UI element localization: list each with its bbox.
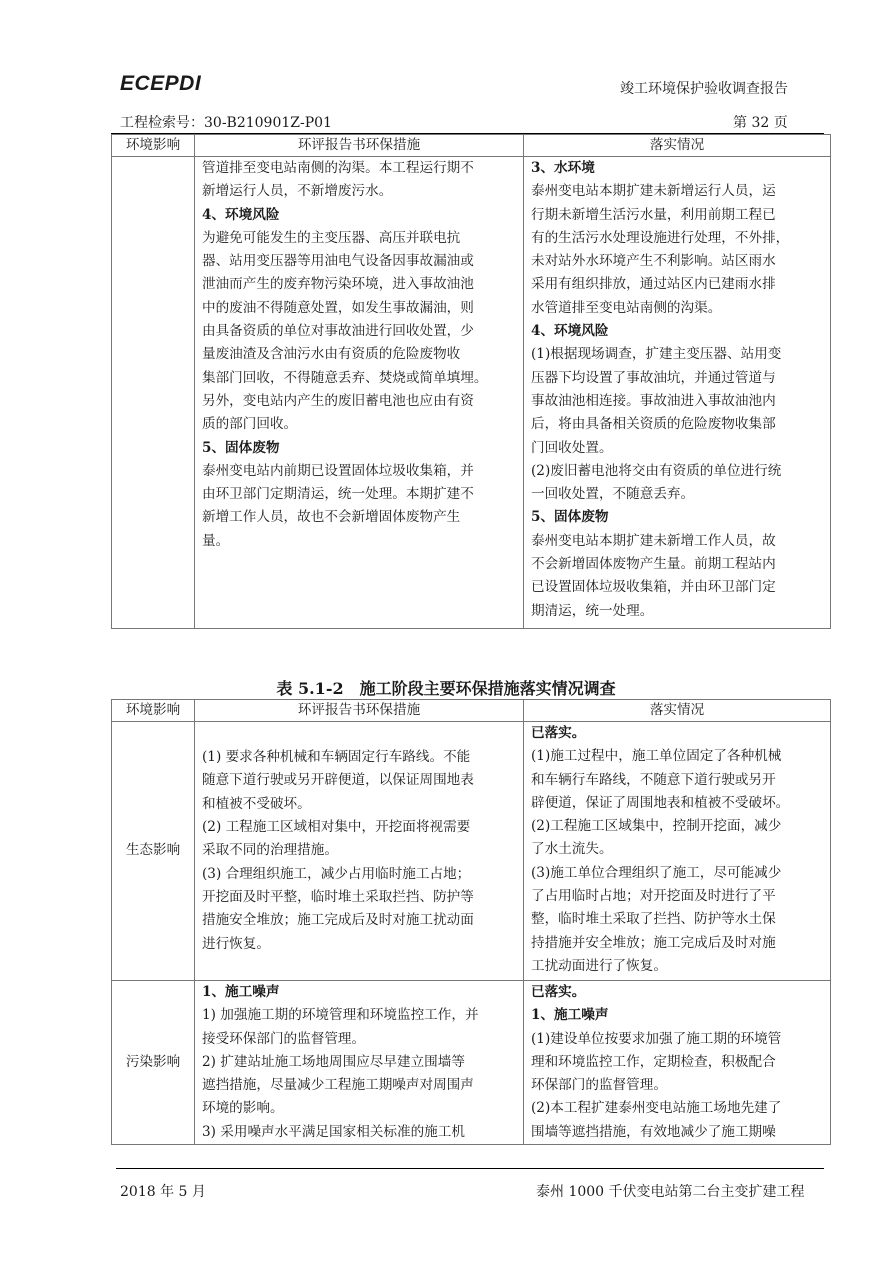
text-line: 和车辆行车路线，不随意下道行驶或另开 [531, 771, 776, 788]
text-line: 措施安全堆放；施工完成后及时对施工扰动面 [202, 912, 474, 929]
text-line: 接受环保部门的监督管理。 [202, 1030, 366, 1047]
document-title: 竣工环境保护验收调查报告 [620, 81, 788, 97]
text-line: 2) 扩建站址施工场地周围应尽早建立围墙等 [202, 1053, 465, 1070]
measures-cell [195, 157, 524, 629]
text-line: 遮挡措施，尽量减少工程施工期噪声对周围声 [202, 1077, 474, 1094]
footer-date: 2018 年 5 月 [120, 1184, 206, 1200]
section-heading: 4、环境风险 [202, 206, 280, 223]
text-line: 环保部门的监督管理。 [531, 1077, 667, 1094]
text-line: 集部门回收，不得随意丢弃、焚烧或简单填埋。 [202, 369, 488, 386]
section-heading: 已落实。 [531, 725, 586, 741]
text-line: 泄油而产生的废弃物污染环境，进入事故油池 [202, 276, 474, 293]
column-header-impact: 环境影响 [112, 700, 195, 722]
section-heading: 4、环境风险 [531, 323, 609, 340]
text-line: 一回收处置，不随意丢弃。 [531, 486, 695, 503]
column-header-status: 落实情况 [524, 135, 831, 157]
text-line: (1)施工过程中，施工单位固定了各种机械 [531, 748, 782, 765]
section-heading: 1、施工噪声 [531, 1007, 609, 1024]
column-header-status: 落实情况 [524, 700, 831, 722]
text-line: 未对站外水环境产生不利影响。站区雨水 [531, 253, 776, 270]
text-line: 了占用临时占地；对开挖面及时进行了平 [531, 888, 776, 905]
status-cell [524, 981, 831, 1145]
text-line: 中的废油不得随意处置，如发生事故漏油，则 [202, 299, 474, 316]
column-header-measures: 环评报告书环保措施 [195, 135, 524, 157]
impact-cell-pollution: 污染影响 [112, 981, 195, 1145]
text-line: 量。 [202, 532, 230, 549]
impact-cell-ecology: 生态影响 [112, 722, 195, 981]
text-line: 质的部门回收。 [202, 416, 298, 433]
text-line: (1) 要求各种机械和车辆固定行车路线。不能 [202, 749, 471, 766]
column-header-impact: 环境影响 [112, 135, 195, 157]
text-line: 另外，变电站内产生的废旧蓄电池也应由有资 [202, 392, 474, 409]
status-cell [524, 157, 831, 629]
text-line: (2)工程施工区域集中，控制开挖面，减少 [531, 818, 782, 835]
text-line: 和植被不受破坏。 [202, 795, 311, 812]
text-line: 由环卫部门定期清运，统一处理。本期扩建不 [202, 486, 474, 503]
text-line: 新增工作人员，故也不会新增固体废物产生 [202, 509, 461, 526]
status-cell [524, 722, 831, 981]
text-line: 不会新增固体废物产生量。前期工程站内 [531, 556, 776, 573]
text-line: 围墙等遮挡措施，有效地减少了施工期噪 [531, 1123, 776, 1140]
measures-cell [195, 722, 524, 981]
text-line: 器、站用变压器等用油电气设备因事故漏油或 [202, 253, 474, 270]
table-row [112, 157, 831, 629]
text-line: (3) 合理组织施工，减少占用临时施工占地； [202, 865, 471, 882]
section-heading: 1、施工噪声 [202, 984, 280, 1000]
section-heading: 5、固体废物 [531, 509, 609, 526]
text-line: 事故油池相连接。事故油进入事故油池内 [531, 392, 776, 409]
text-line: 采用有组织排放，通过站区内已建雨水排 [531, 276, 776, 293]
table-caption: 表 5.1-2 施工阶段主要环保措施落实情况调查 [276, 679, 616, 698]
table-row [112, 981, 831, 1145]
text-line: 门回收处置。 [531, 439, 613, 456]
text-line: 持措施并安全堆放；施工完成后及时对施 [531, 934, 776, 951]
text-line: 管道排至变电站南侧的沟渠。本工程运行期不 [202, 160, 474, 176]
text-line: 采取不同的治理措施。 [202, 842, 338, 859]
text-line: 环境的影响。 [202, 1100, 284, 1117]
text-line: 泰州变电站本期扩建未新增工作人员，故 [531, 532, 776, 549]
text-line: 量废油渣及含油污水由有资质的危险废物收 [202, 346, 461, 363]
text-line: 理和环境监控工作，定期检查，积极配合 [531, 1053, 776, 1070]
text-line: 1) 加强施工期的环境管理和环境监控工作，并 [202, 1007, 479, 1024]
text-line: 已设置固体垃圾收集箱，并由环卫部门定 [531, 579, 776, 596]
text-line: 随意下道行驶或另开辟便道，以保证周围地表 [202, 772, 474, 789]
section-heading: 5、固体废物 [202, 439, 280, 456]
text-line: 期清运，统一处理。 [531, 602, 654, 619]
text-line: 了水土流失。 [531, 841, 613, 858]
footer-project-name: 泰州 1000 千伏变电站第二台主变扩建工程 [536, 1184, 805, 1200]
text-line: 开挖面及时平整，临时堆土采取拦挡、防护等 [202, 888, 474, 905]
text-line: 泰州变电站本期扩建未新增运行人员，运 [531, 183, 776, 200]
column-header-measures: 环评报告书环保措施 [195, 700, 524, 722]
table-header-row [112, 135, 831, 157]
text-line: 水管道排至变电站南侧的沟渠。 [531, 299, 722, 316]
text-line: (2) 工程施工区域相对集中，开挖面将视需要 [202, 819, 471, 836]
text-line: 工扰动面进行了恢复。 [531, 957, 667, 974]
text-line: 3) 采用噪声水平满足国家相关标准的施工机 [202, 1123, 465, 1140]
text-line: (3)施工单位合理组织了施工，尽可能减少 [531, 864, 782, 881]
text-line: (2)本工程扩建泰州变电站施工场地先建了 [531, 1100, 782, 1117]
section-heading: 已落实。 [531, 984, 586, 1000]
project-reference-number: 工程检索号：30-B210901Z-P01 [120, 115, 332, 131]
table-header-row [112, 700, 831, 722]
table-row [112, 722, 831, 981]
text-line: 由具备资质的单位对事故油进行回收处置，少 [202, 323, 474, 340]
text-line: 进行恢复。 [202, 935, 270, 952]
text-line: (1)根据现场调查，扩建主变压器、站用变 [531, 346, 782, 363]
text-line: 整，临时堆土采取了拦挡、防护等水土保 [531, 911, 776, 928]
measures-cell [195, 981, 524, 1145]
text-line: 泰州变电站内前期已设置固体垃圾收集箱，并 [202, 462, 474, 479]
text-line: (1)建设单位按要求加强了施工期的环境管 [531, 1030, 782, 1047]
footer-rule [116, 1168, 824, 1169]
construction-measures-table [111, 699, 831, 1145]
text-line: 压器下均设置了事故油坑，并通过管道与 [531, 369, 776, 386]
impact-cell [112, 157, 195, 629]
text-line: 有的生活污水处理设施进行处理，不外排， [531, 229, 790, 246]
text-line: 辟便道，保证了周围地表和植被不受破坏。 [531, 794, 790, 811]
text-line: 新增运行人员，不新增废污水。 [202, 183, 393, 200]
text-line: 行期未新增生活污水量，利用前期工程已 [531, 206, 776, 223]
text-line: (2)废旧蓄电池将交由有资质的单位进行统 [531, 462, 782, 479]
text-line: 为避免可能发生的主变压器、高压并联电抗 [202, 229, 461, 246]
measures-table-continued [111, 134, 831, 629]
company-logo: ECEPDI [120, 72, 202, 95]
page-number: 第 32 页 [733, 115, 788, 131]
section-heading: 3、水环境 [531, 160, 595, 176]
text-line: 后，将由具备相关资质的危险废物收集部 [531, 416, 776, 433]
